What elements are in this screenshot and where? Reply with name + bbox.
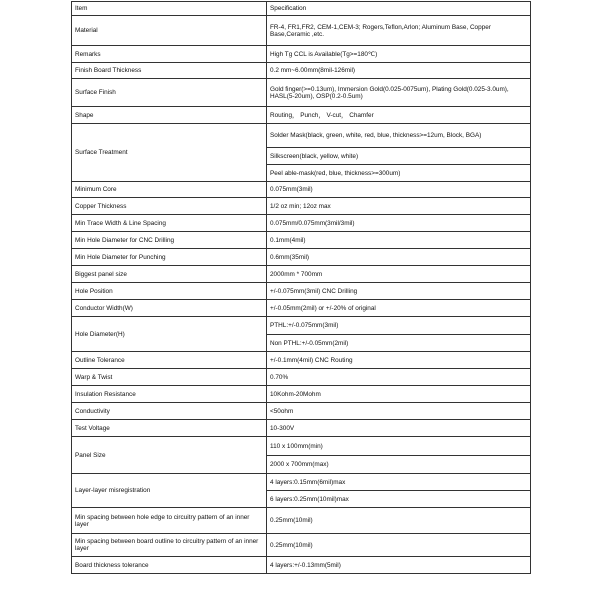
row-item-label: Min Hole Diameter for CNC Drilling (72, 232, 267, 249)
table-row (72, 352, 531, 369)
row-item-label: Surface Finish (72, 79, 267, 107)
table-row (72, 79, 531, 107)
row-specification-value: 4 layers:+/-0.13mm(5mil) (267, 557, 531, 574)
table-row (72, 300, 531, 317)
table-row (72, 369, 531, 386)
table-row (72, 215, 531, 232)
table-row (72, 534, 531, 557)
row-specification-value: 10-300V (267, 420, 531, 437)
table-row (72, 46, 531, 63)
row-item-label: Warp & Twist (72, 369, 267, 386)
row-item-label: Insulation Resistance (72, 386, 267, 403)
table-row (72, 420, 531, 437)
row-item-label: Test Voltage (72, 420, 267, 437)
row-item-label: Board thickness tolerance (72, 557, 267, 574)
row-specification-value: 110 x 100mm(min) (267, 437, 531, 456)
row-item-label: Outline Tolerance (72, 352, 267, 369)
row-specification-value: Silkscreen(black, yellow, white) (267, 148, 531, 165)
row-specification-value: 0.25mm(10mil) (267, 508, 531, 534)
header-specification: Specification (267, 2, 531, 16)
row-specification-value: 0.075mm(3mil) (267, 182, 531, 198)
row-specification-value: 0.70% (267, 369, 531, 386)
row-specification-value: High Tg CCL is Available(Tg>=180℃) (267, 46, 531, 63)
table-row (72, 249, 531, 266)
table-row (72, 283, 531, 300)
row-specification-value: Solder Mask(black, green, white, red, blue, thickness>=12um, Block, BGA) (267, 124, 531, 148)
table-row (72, 107, 531, 124)
table-row (72, 266, 531, 283)
row-specification-value: +/-0.05mm(2mil) or +/-20% of original (267, 300, 531, 317)
table-row (72, 232, 531, 249)
row-item-label: Surface Treatment (72, 124, 267, 182)
row-item-label: Min spacing between board outline to circuitry pattern of an inner layer (72, 534, 267, 557)
table-row (72, 386, 531, 403)
specification-table (71, 1, 531, 574)
table-row (72, 557, 531, 574)
table-row (72, 317, 531, 335)
row-specification-value: 2000mm * 700mm (267, 266, 531, 283)
row-item-label: Conductivity (72, 403, 267, 420)
row-specification-value: FR-4, FR1,FR2, CEM-1,CEM-3; Rogers,Teflon,Arlon; Aluminum Base, Copper Base,Ceramic ,etc. (267, 16, 531, 46)
table-row (72, 403, 531, 420)
row-item-label: Min spacing between hole edge to circuitry pattern of an inner layer (72, 508, 267, 534)
row-item-label: Panel Size (72, 437, 267, 474)
row-item-label: Shape (72, 107, 267, 124)
row-specification-value: Peel able-mask(red, blue, thickness>=300um) (267, 165, 531, 182)
row-item-label: Copper Thickness (72, 198, 267, 215)
row-item-label: Conductor Width(W) (72, 300, 267, 317)
row-item-label: Remarks (72, 46, 267, 63)
specification-table-body (72, 2, 531, 574)
table-row (72, 437, 531, 456)
row-specification-value: 0.25mm(10mil) (267, 534, 531, 557)
table-row (72, 198, 531, 215)
row-specification-value: 4 layers:0.15mm(6mil)max (267, 474, 531, 491)
row-specification-value: Non PTHL:+/-0.05mm(2mil) (267, 335, 531, 352)
row-item-label: Min Hole Diameter for Punching (72, 249, 267, 266)
row-item-label: Biggest panel size (72, 266, 267, 283)
row-item-label: Layer-layer misregistration (72, 474, 267, 508)
row-specification-value: 1/2 oz min; 12oz max (267, 198, 531, 215)
table-row (72, 124, 531, 148)
header-item: Item (72, 2, 267, 16)
row-item-label: Hole Position (72, 283, 267, 300)
table-header-row (72, 2, 531, 16)
row-specification-value: +/-0.075mm(3mil) CNC Drilling (267, 283, 531, 300)
row-specification-value: 10Kohm-20Mohm (267, 386, 531, 403)
row-specification-value: 0.075mm/0.075mm(3mil/3mil) (267, 215, 531, 232)
row-specification-value: 0.1mm(4mil) (267, 232, 531, 249)
row-specification-value: 2000 x 700mm(max) (267, 456, 531, 474)
row-specification-value: <50ohm (267, 403, 531, 420)
row-specification-value: 0.6mm(35mil) (267, 249, 531, 266)
table-row (72, 508, 531, 534)
row-item-label: Hole Diameter(H) (72, 317, 267, 352)
row-specification-value: PTHL:+/-0.075mm(3mil) (267, 317, 531, 335)
row-item-label: Finish Board Thickness (72, 63, 267, 79)
table-row (72, 16, 531, 46)
row-specification-value: 0.2 mm~6.00mm(8mil-126mil) (267, 63, 531, 79)
row-specification-value: +/-0.1mm(4mil) CNC Routing (267, 352, 531, 369)
row-item-label: Minimum Core (72, 182, 267, 198)
table-row (72, 63, 531, 79)
row-specification-value: Routing， Punch， V-cut， Chamfer (267, 107, 531, 124)
row-item-label: Material (72, 16, 267, 46)
table-row (72, 474, 531, 491)
row-specification-value: Gold finger(>=0.13um), Immersion Gold(0.025-0075um), Plating Gold(0.025-3.0um), HASL(5-20um), OSP(0.2-0.5um) (267, 79, 531, 107)
row-specification-value: 6 layers:0.25mm(10mil)max (267, 491, 531, 508)
table-row (72, 182, 531, 198)
row-item-label: Min Trace Width & Line Spacing (72, 215, 267, 232)
